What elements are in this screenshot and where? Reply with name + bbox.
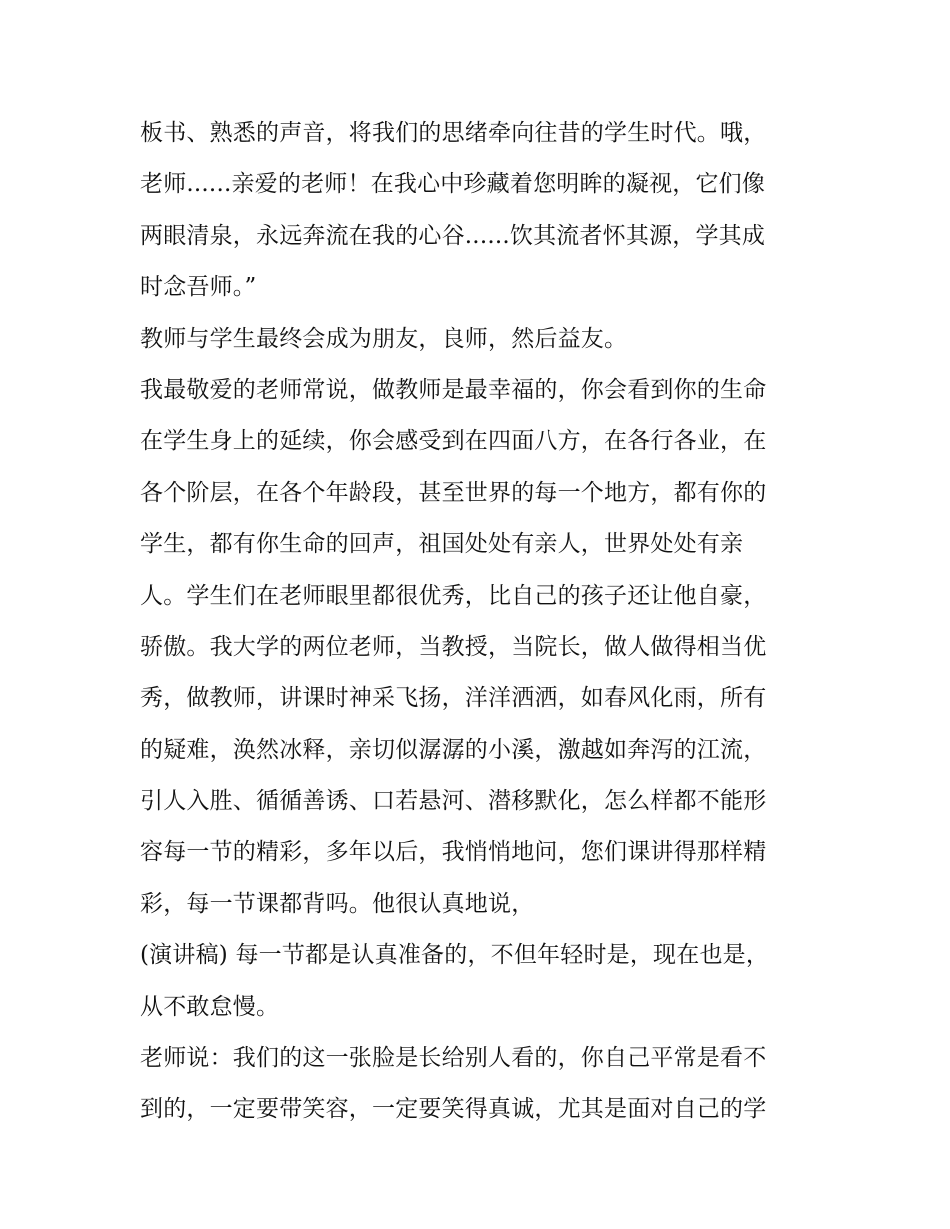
text-line: 教师与学生最终会成为朋友，良师，然后益友。 [140,325,628,352]
text-line: 彩，每一节课都背吗。他很认真地说， [140,890,535,917]
text-line: 容每一节的精彩，多年以后，我悄悄地问，您们课讲得那样精 [140,839,767,866]
text-line: 人。学生们在老师眼里都很优秀，比自己的孩子还让他自豪， [140,582,767,609]
text-line: 引人入胜、循循善诱、口若悬河、潜移默化，怎么样都不能形 [140,788,767,815]
text-line: 老师......亲爱的老师！在我心中珍藏着您明眸的凝视，它们像 [140,171,766,198]
text-line: 板书、熟悉的声音，将我们的思绪牵向往昔的学生时代。哦， [140,120,767,146]
text-line: 我最敬爱的老师常说，做教师是最幸福的，你会看到你的生命 [140,376,767,403]
document-body [140,108,820,1136]
text-line: 到的，一定要带笑容，一定要笑得真诚，尤其是面对自己的学 [140,1096,767,1123]
text-line: 秀，做教师，讲课时神采飞扬，洋洋洒洒，如春风化雨，所有 [140,685,767,712]
text-line: 学生，都有你生命的回声，祖国处处有亲人，世界处处有亲 [140,531,744,558]
text-line: 从不敢怠慢。 [140,993,280,1020]
text-line: 骄傲。我大学的两位老师，当教授，当院长，做人做得相当优 [140,633,767,660]
text-line: (演讲稿) 每一节都是认真准备的，不但年轻时是，现在也是， [140,942,770,969]
text-line: 时念吾师。” [140,274,257,301]
text-line: 各个阶层，在各个年龄段，甚至世界的每一个地方，都有你的 [140,479,767,506]
text-line: 两眼清泉，永远奔流在我的心谷......饮其流者怀其源，学其成 [140,222,766,249]
text-line: 在学生身上的延续，你会感受到在四面八方，在各行各业，在 [140,428,767,455]
text-line: 老师说：我们的这一张脸是长给别人看的，你自己平常是看不 [140,1045,767,1072]
text-line: 的疑难，涣然冰释，亲切似潺潺的小溪，激越如奔泻的江流， [140,736,767,763]
